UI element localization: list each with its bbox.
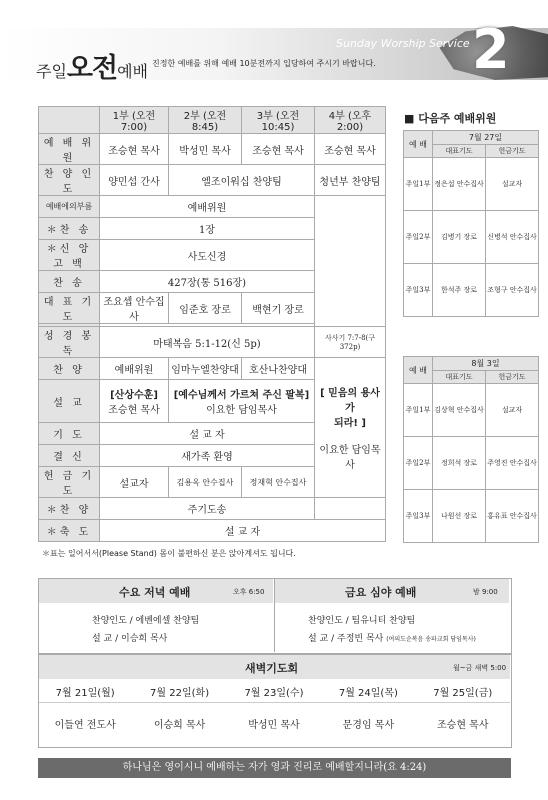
table-row: ＊찬 송 1장 (39, 218, 386, 240)
next-week-table-2: 예 배 8월 3일 대표기도 헌금기도 주일1부 김상혁 안수집사 설교자 주일2부 정희석 장로 주영진 안수집사 주일3부 나원선 장로 홍유표 안수집사 (403, 356, 539, 543)
table-row: 설 교 [산상수훈] 조승현 목사 [예수님께서 가르쳐 주신 팔복] 이요한 담임목사 (39, 380, 386, 423)
table-header-row (39, 107, 386, 134)
divider (39, 702, 510, 703)
sermon-4-block: [ 믿음의 용사가 되라! ] 이요한 담임목사 (315, 358, 386, 498)
table-row: 주일2부 김병기 장로 신병석 안수집사 (404, 211, 539, 264)
dawn-name: 이들연 전도사 (54, 720, 116, 731)
divider (274, 579, 275, 652)
table-row: 찬 송 427장(통 516장) (39, 271, 386, 293)
dawn-day: 7월 22일(화) (150, 688, 210, 699)
header-english: Sunday Worship Service (336, 37, 470, 50)
table-row: ＊축 도 설 교 자 (39, 520, 386, 542)
col-header: 2부 (오전 8:45) (169, 107, 242, 134)
dawn-name: 조승현 목사 (437, 720, 489, 731)
table-row: 예배에의부름 예배위원 (39, 196, 386, 218)
dawn-day: 7월 25일(금) (433, 688, 493, 699)
stand-note: ＊표는 일어서서(Please Stand) 몸이 불편하신 분은 앉아계셔도 됩니다. (42, 549, 296, 558)
table-row: 주일1부 김상혁 안수집사 설교자 (404, 384, 539, 437)
table-row: 예 배 위 원 조승현 목사 박성민 목사 조승현 목사 조승현 목사 (39, 134, 386, 165)
next-week-table-1: 예 배 7월 27일 대표기도 헌금기도 주일1부 정은섭 안수집사 설교자 주일2부 김병기 장로 신병석 안수집사 주일3부 한석주 장로 조형구 안수집사 (403, 130, 539, 317)
fri-head: 금요 심야 예배 밤 9:00 (275, 579, 509, 603)
table-row: 찬 양 예배위원 임마누엘찬양대 호산나찬양대 [ 믿음의 용사가 되라! ] 이요한 담임목사 (39, 358, 386, 380)
header-subtitle: 진정한 예배를 위해 예배 10분전까지 입당하여 주시기 바랍니다. (152, 59, 376, 68)
footer-verse: 하나님은 영이시니 예배하는 자가 영과 진리로 예배할지니라(요 4:24) (38, 758, 511, 778)
table-row: 기 도 설 교 자 (39, 423, 386, 445)
table-row: 주일2부 정희석 장로 주영진 안수집사 (404, 437, 539, 490)
table-row: 결 신 새가족 환영 (39, 445, 386, 467)
dawn-days (38, 684, 510, 699)
dawn-day: 7월 21일(월) (55, 688, 115, 699)
col-header: 4부 (오후 2:00) (315, 107, 386, 134)
dawn-head: 새벽기도회 월~금 새벽 5:00 (39, 655, 510, 679)
header (0, 0, 548, 84)
dawn-name: 이승희 목사 (153, 720, 206, 731)
col-header: 3부 (오전 10:45) (242, 107, 315, 134)
table-row: ＊신 앙 고 백 사도신경 (39, 240, 386, 271)
hymn-block (315, 196, 386, 327)
next-week-title: ■ 다음주 예배위원 (404, 112, 497, 125)
dawn-day: 7월 24일(목) (338, 688, 398, 699)
dawn-day: 7월 23일(수) (244, 688, 304, 699)
page-title: 주일오전예배 (36, 53, 149, 84)
dawn-name: 박성민 목사 (248, 720, 300, 731)
table-row: ＊찬 양 주기도송 (39, 498, 386, 520)
table-row: 주일3부 나원선 장로 홍유표 안수집사 (404, 490, 539, 543)
wed-head: 수요 저녁 예배 오후 6:50 (39, 579, 273, 603)
dawn-name: 문경임 목사 (342, 720, 395, 731)
col-header: 1부 (오전 7:00) (100, 107, 169, 134)
table-row: 성 경 봉 독 마태복음 5:1-12(신 5p) 사사기 7:7-8(구 372p) (39, 327, 386, 358)
table-row: 대 표 기 도 조요셉 안수집사 임준호 장로 백현기 장로 (39, 293, 386, 324)
service-table (38, 106, 386, 542)
header-number: 2 (472, 18, 510, 81)
table-row: 주일3부 한석주 장로 조형구 안수집사 (404, 264, 539, 317)
table-row: 주일1부 정은섭 안수집사 설교자 (404, 158, 539, 211)
table-row: 헌 금 기 도 설교자 김용옥 안수집사 정재혁 안수집사 (39, 467, 386, 498)
dawn-names (38, 716, 510, 731)
table-row: 찬 양 인 도 양민섭 간사 엘조이워십 찬양팀 청년부 찬양팀 (39, 165, 386, 196)
